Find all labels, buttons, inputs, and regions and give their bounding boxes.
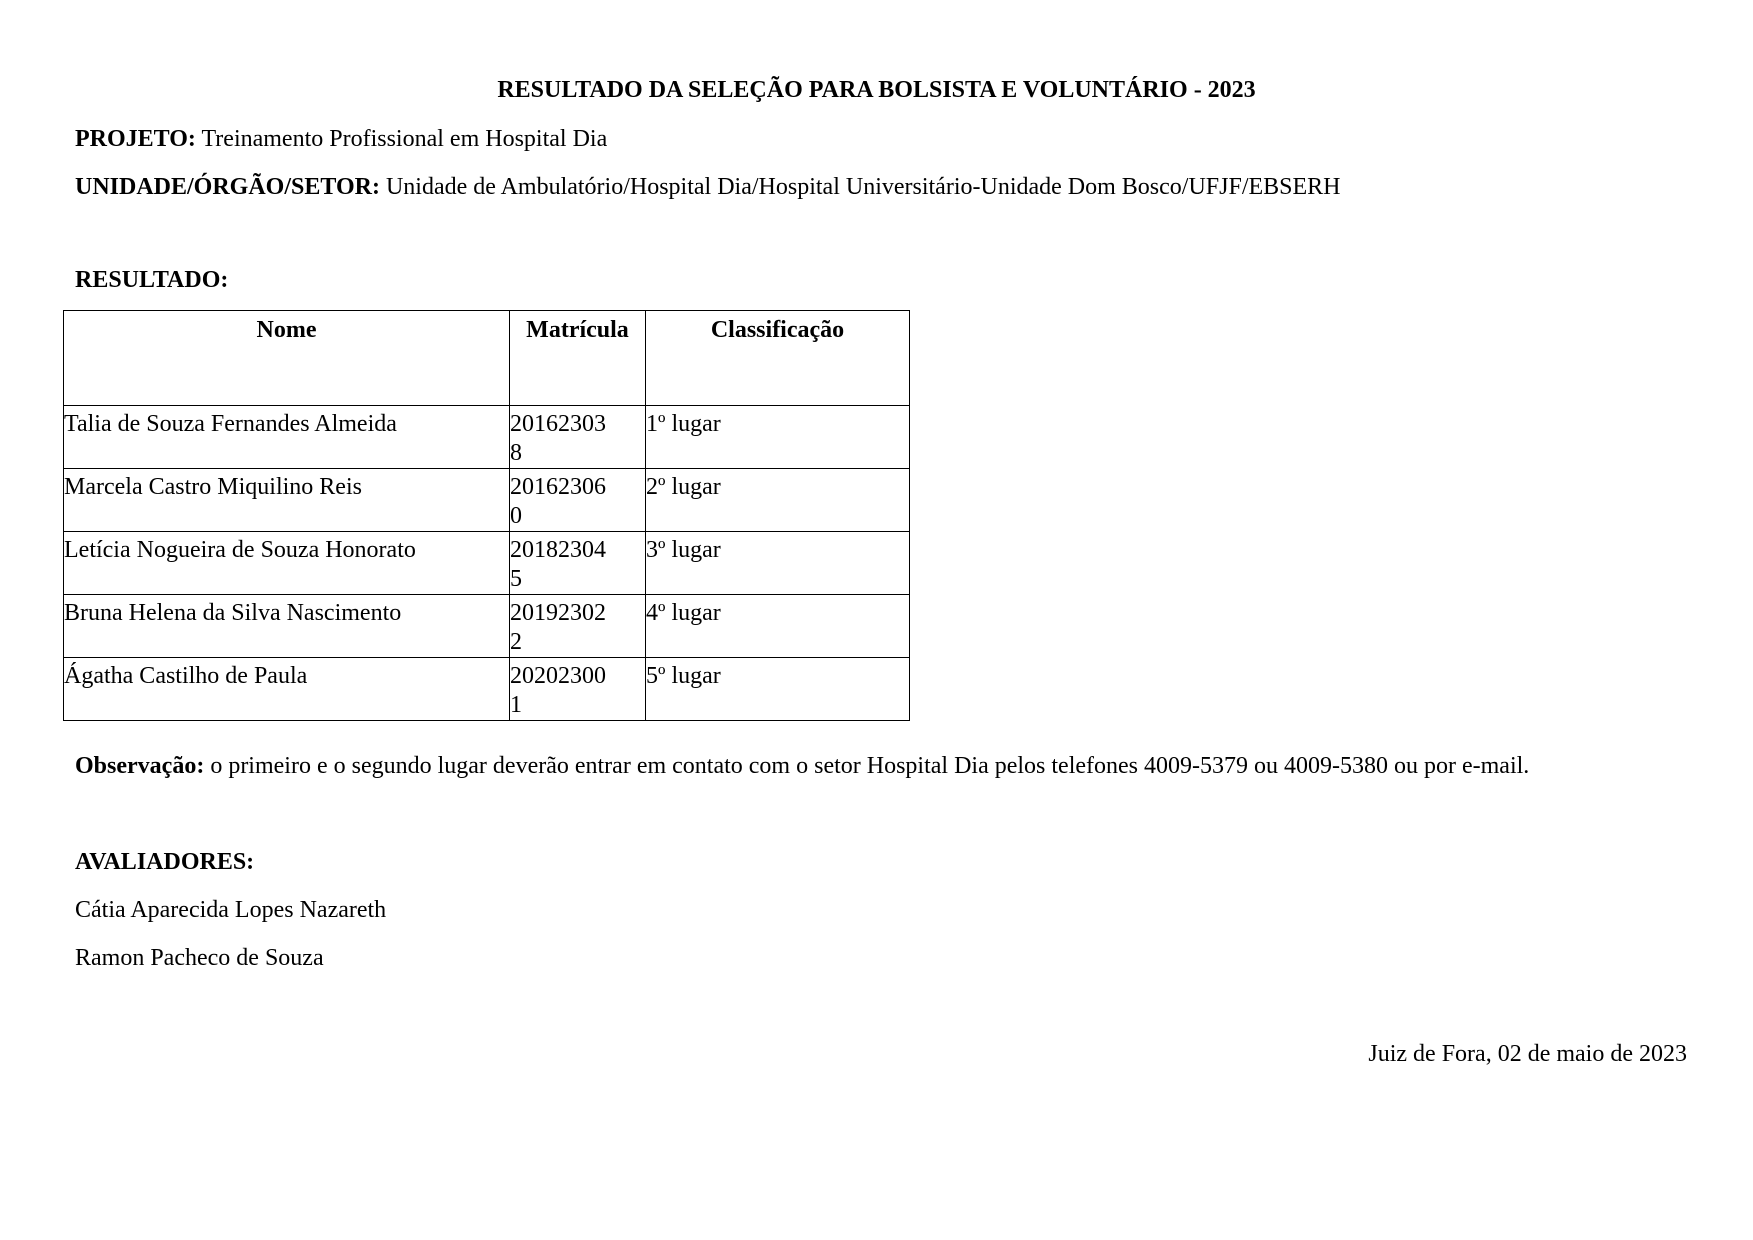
- cell-matricula: [510, 469, 646, 532]
- projeto-line: [75, 127, 607, 151]
- cell-nome: Bruna Helena da Silva Nascimento: [64, 595, 510, 658]
- table-row: [64, 595, 910, 658]
- table-row: [64, 406, 910, 469]
- matricula-value: 201623038: [510, 411, 606, 466]
- observacao-value: o primeiro e o segundo lugar deverão entrar em contato com o setor Hospital Dia pelos telefones 4009-5379 ou 4009-5380 ou por e-mail.: [210, 753, 1530, 779]
- cell-matricula: [510, 658, 646, 721]
- header-classificacao: Classificação: [646, 311, 910, 406]
- projeto-value: Treinamento Profissional em Hospital Dia: [201, 126, 608, 152]
- avaliadores-heading: AVALIADORES:: [75, 849, 255, 875]
- cell-classificacao: 1º lugar: [646, 406, 910, 469]
- result-table: [63, 310, 910, 721]
- cell-nome: Talia de Souza Fernandes Almeida: [64, 406, 510, 469]
- table-row: [64, 658, 910, 721]
- avaliador-name: Ramon Pacheco de Souza: [75, 945, 324, 971]
- matricula-value: 201823045: [510, 537, 606, 592]
- header-matricula: Matrícula: [510, 311, 646, 406]
- cell-nome: Marcela Castro Miquilino Reis: [64, 469, 510, 532]
- matricula-value: 201923022: [510, 600, 606, 655]
- cell-nome: Letícia Nogueira de Souza Honorato: [64, 532, 510, 595]
- matricula-value: 201623060: [510, 474, 606, 529]
- cell-classificacao: 4º lugar: [646, 595, 910, 658]
- document-title: RESULTADO DA SELEÇÃO PARA BOLSISTA E VOLUNTÁRIO - 2023: [497, 77, 1256, 103]
- cell-classificacao: 2º lugar: [646, 469, 910, 532]
- cell-nome: Ágatha Castilho de Paula: [64, 658, 510, 721]
- unidade-line: [75, 175, 1341, 199]
- cell-matricula: [510, 532, 646, 595]
- cell-classificacao: 5º lugar: [646, 658, 910, 721]
- observacao-line: [75, 754, 1529, 778]
- cell-matricula: [510, 406, 646, 469]
- table-row: [64, 532, 910, 595]
- header-nome: Nome: [64, 311, 510, 406]
- resultado-heading: RESULTADO:: [75, 267, 229, 293]
- avaliador-name: Cátia Aparecida Lopes Nazareth: [75, 897, 387, 923]
- place-date: Juiz de Fora, 02 de maio de 2023: [1368, 1041, 1687, 1067]
- unidade-label: UNIDADE/ÓRGÃO/SETOR:: [75, 174, 380, 200]
- cell-classificacao: 3º lugar: [646, 532, 910, 595]
- unidade-value: Unidade de Ambulatório/Hospital Dia/Hospital Universitário-Unidade Dom Bosco/UFJF/EBSERH: [385, 174, 1341, 200]
- cell-matricula: [510, 595, 646, 658]
- table-header-row: [64, 311, 910, 406]
- matricula-value: 202023001: [510, 663, 606, 718]
- observacao-label: Observação:: [75, 753, 205, 779]
- projeto-label: PROJETO:: [75, 126, 196, 152]
- table-row: [64, 469, 910, 532]
